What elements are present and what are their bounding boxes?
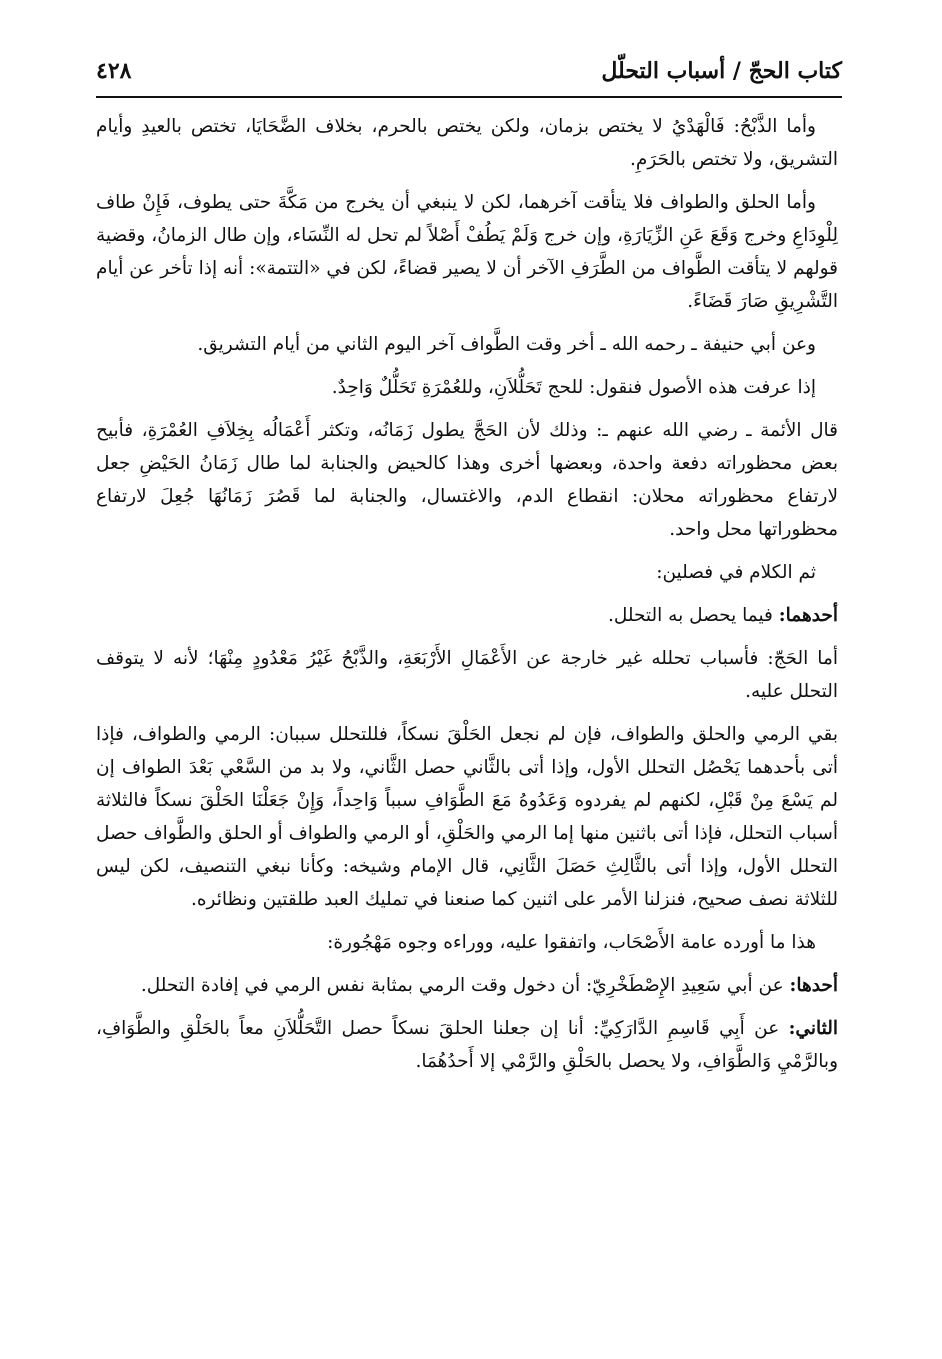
page-header	[96, 54, 842, 94]
paragraph-lead: الثاني:	[788, 1018, 838, 1039]
paragraph-text: إذا عرفت هذه الأصول فنقول: للحج تَحَلُّلاَنِ، وللعُمْرَةِ تَحَلُّلٌ وَاحِدٌ.	[331, 377, 816, 398]
paragraph-text: وأما الحلق والطواف فلا يتأقت آخرهما، لكن لا ينبغي أن يخرج من مَكَّةَ حتى يطوف، فَإِنْ طاف لِلْوِدَاعِ وخرج وَقَعَ عَنِ الزِّيَارَةِ، وإن خرج وَلَمْ يَطُفْ أَصْلاً لم تحل له النِّسَاء، وإن طال الزمانُ، وقضية قولهم لا يتأقت الطَّواف من الطَّرَفِ الآخر أن لا يصير قضاءً، لكن في «التتمة»: أنه إذا تأخر عن أيام التَّشْرِيقِ صَارَ قَضَاءً.	[96, 192, 838, 312]
paragraph-text: أما الحَجّ: فأسباب تحلله غير خارجة عن الأَعْمَالِ الأَرْبَعَةِ، والذَّبْحُ غَيْرُ مَعْدُودٍ مِنْهَا؛ لأنه لا يتوقف التحلل عليه.	[96, 648, 838, 702]
paragraph-text: فيما يحصل به التحلل.	[607, 605, 779, 626]
paragraph	[96, 599, 838, 632]
page-number: ٤٢٨	[96, 58, 132, 84]
paragraph-text: قال الأئمة ـ رضي الله عنهم ـ: وذلك لأن الحَجَّ يطول زَمَانُه، وتكثر أَعْمَالُه بِخِلاَفِ العُمْرَةِ، فأبيح بعض محظوراته دفعة واحدة، وبعضها أخرى وهذا كالحيض والجنابة لما طال زَمَانُ الحَيْضِ جعل لارتفاع محظوراته محلان: انقطاع الدم، والاغتسال، والجنابة لما قَصُرَ زَمَانُهَا جُعِلَ لارتفاع محظوراتها محل واحد.	[96, 420, 838, 540]
page-body	[96, 110, 838, 1088]
paragraph	[96, 110, 838, 176]
paragraph-text: وعن أبي حنيفة ـ رحمه الله ـ أخر وقت الطَّواف آخر اليوم الثاني من أيام التشريق.	[197, 334, 816, 355]
paragraph-text: عن أَبِي قَاسِمِ الدَّارَكِيِّ: أنا إن جعلنا الحلقَ نسكاً حصل التَّحَلُّلاَنِ معاً بالحَلْقِ والطَّوَافِ، وبالرَّمْيِ وَالطَّوَافِ، ولا يحصل بالحَلْقِ والرَّمْي إلا أَحدُهُمَا.	[96, 1018, 838, 1072]
paragraph	[96, 926, 838, 959]
paragraph	[96, 371, 838, 404]
paragraph	[96, 1012, 838, 1078]
paragraph-text: بقي الرمي والحلق والطواف، فإن لم نجعل الحَلْقَ نسكاً، فللتحلل سببان: الرمي والطواف، فإذا أتى بأحدهما يَحْصُل التحلل الأول، وإذا أتى بالثَّاني حصل الثَّاني، ولا بد من السَّعْي بَعْدَ الطواف إن لم يَسْعَ مِنْ قَبْلِ، لكنهم لم يفردوه وَعَدُوهُ مَعَ الطَّوَافِ سبباً وَاحِداً، وَإِنْ جَعَلْنَا الحَلْقَ نسكاً فالثلاثة أسباب التحلل، فإذا أتى باثنين منها إما الرمي والحَلْقِ، أو الرمي والطواف أو الحلق والطَّواف حصل التحلل الأول، وإذا أتى بالثَّالِثِ حَصَلَ الثَّانِي، قال الإمام وشيخه: وكأنا نبغي التنصيف، لكن ليس للثلاثة نصف صحيح، فنزلنا الأمر على اثنين كما صنعنا في تمليك العبد طلقتين ونظائره.	[96, 724, 838, 910]
paragraph-text: هذا ما أورده عامة الأَصْحَاب، واتفقوا عليه، ووراءه وجوه مَهْجُورة:	[327, 932, 816, 953]
paragraph	[96, 969, 838, 1002]
paragraph-text: عن أبي سَعِيدِ الإِصْطَخْرِيّ: أن دخول وقت الرمي بمثابة نفس الرمي في إفادة التحلل.	[140, 975, 790, 996]
paragraph	[96, 328, 838, 361]
paragraph	[96, 414, 838, 546]
paragraph-text: وأما الذَّبْحُ: فَالْهَدْيُ لا يختص بزمان، ولكن يختص بالحرم، بخلاف الضَّحَايَا، تختص بالعيدِ وأيام التشريق، ولا تختص بالحَرَمِ.	[96, 116, 838, 170]
paragraph	[96, 642, 838, 708]
paragraph-text: ثم الكلام في فصلين:	[656, 562, 816, 583]
paragraph	[96, 186, 838, 318]
paragraph	[96, 718, 838, 916]
paragraph-lead: أحدهما:	[778, 605, 838, 626]
paragraph-lead: أحدها:	[789, 975, 838, 996]
running-title: كتاب الحجّ / أسباب التحلّل	[601, 58, 842, 84]
paragraph	[96, 556, 838, 589]
header-rule	[96, 96, 842, 98]
